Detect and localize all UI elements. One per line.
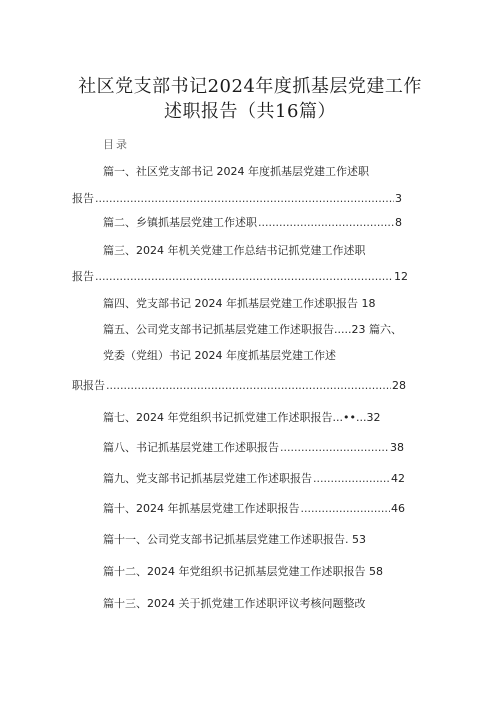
toc-entry-10-page: 46 — [391, 502, 405, 515]
toc-entry-6-text: 职报告 — [72, 379, 105, 392]
toc-entry-11[interactable]: 篇十一、公司党支部书记抓基层党建工作述职报告. 53 — [103, 533, 366, 546]
toc-entry-3-line-2[interactable] — [72, 270, 408, 284]
toc-leader-dots — [95, 270, 393, 284]
toc-entry-3-text: 报告 — [72, 270, 94, 283]
toc-entry-3-line-1[interactable]: 篇三、2024 年机关党建工作总结书记抓党建工作述职 — [103, 244, 366, 257]
toc-leader-dots — [313, 472, 390, 486]
toc-entry-1-line-2[interactable] — [72, 192, 402, 206]
document-title-line-2: 述职报告（共16篇） — [164, 101, 336, 122]
toc-entry-2[interactable] — [103, 216, 402, 230]
toc-entry-6-page: 28 — [392, 379, 406, 392]
toc-leader-dots — [280, 441, 389, 455]
toc-entry-7[interactable]: 篇七、2024 年党组织书记抓党建工作述职报告...••...32 — [103, 411, 381, 424]
toc-entry-4[interactable]: 篇四、党支部书记 2024 年抓基层党建工作述职报告 18 — [103, 297, 376, 310]
toc-entry-9-page: 42 — [391, 472, 405, 485]
toc-entry-9-text: 篇九、党支部书记抓基层党建工作述职报告 — [103, 472, 312, 485]
toc-entry-2-text: 篇二、乡镇抓基层党建工作述职 — [103, 216, 257, 229]
toc-leader-dots — [95, 192, 394, 206]
toc-leader-dots — [106, 379, 391, 393]
toc-heading: 目录 — [103, 138, 129, 151]
toc-entry-8-page: 38 — [390, 441, 404, 454]
toc-entry-9[interactable] — [103, 472, 405, 486]
toc-entry-3-page: 12 — [394, 270, 408, 283]
toc-entry-12[interactable]: 篇十二、2024 年党组织书记抓基层党建工作述职报告 58 — [103, 565, 383, 578]
toc-entry-13[interactable]: 篇十三、2024 关于抓党建工作述职评议考核问题整改 — [103, 597, 366, 610]
toc-entry-6-line-1[interactable]: 党委（党组）书记 2024 年度抓基层党建工作述 — [103, 349, 336, 362]
toc-entry-1-page: 3 — [395, 192, 402, 205]
toc-leader-dots — [301, 502, 391, 516]
toc-entry-5[interactable]: 篇五、公司党支部书记抓基层党建工作述职报告.....23 篇六、 — [103, 323, 402, 336]
toc-entry-10[interactable] — [103, 502, 405, 516]
toc-entry-8-text: 篇八、书记抓基层党建工作述职报告 — [103, 441, 279, 454]
toc-entry-1-text: 报告 — [72, 192, 94, 205]
document-title-line-1: 社区党支部书记2024年度抓基层党建工作 — [78, 76, 422, 97]
toc-entry-1-line-1[interactable]: 篇一、社区党支部书记 2024 年度抓基层党建工作述职 — [103, 165, 369, 178]
toc-entry-2-page: 8 — [395, 216, 402, 229]
toc-entry-8[interactable] — [103, 441, 404, 455]
toc-leader-dots — [258, 216, 394, 230]
toc-entry-10-text: 篇十、2024 年抓基层党建工作述职报告 — [103, 502, 300, 515]
toc-entry-6-line-2[interactable] — [72, 379, 406, 393]
